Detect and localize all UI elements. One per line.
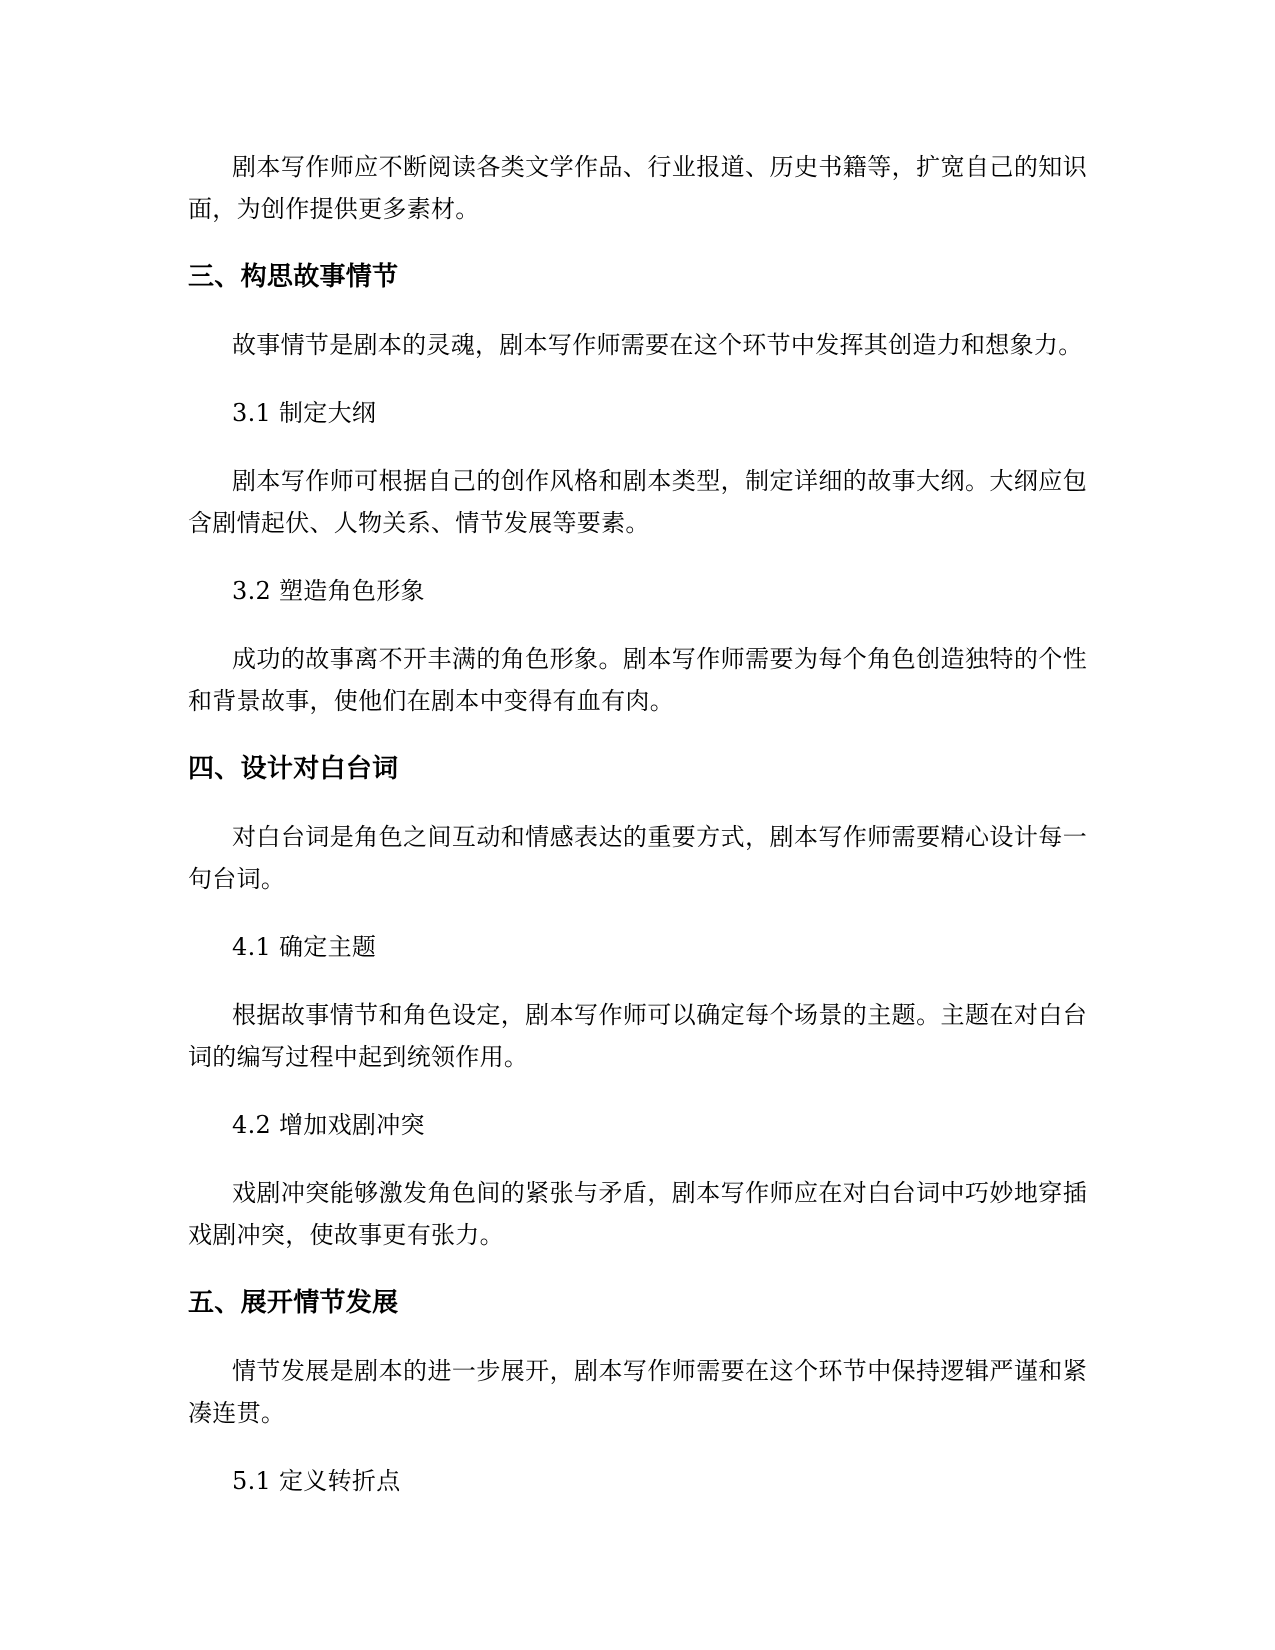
document-page (188, 146, 1087, 1528)
subheading-3-1: 3.1 制定大纲 (232, 399, 377, 427)
section-heading-3: 三、构思故事情节 (188, 262, 399, 292)
paragraph-dialogue-intro: 对白台词是角色之间互动和情感表达的重要方式，剧本写作师需要精心设计每一句台词。 (188, 823, 1087, 893)
paragraph-theme: 根据故事情节和角色设定，剧本写作师可以确定每个场景的主题。主题在对白台词的编写过程中起到统领作用。 (188, 1001, 1087, 1071)
paragraph-plot-intro: 故事情节是剧本的灵魂，剧本写作师需要在这个环节中发挥其创造力和想象力。 (232, 331, 1083, 359)
subheading-3-2: 3.2 塑造角色形象 (232, 577, 425, 605)
paragraph-development-intro: 情节发展是剧本的进一步展开，剧本写作师需要在这个环节中保持逻辑严谨和紧凑连贯。 (188, 1357, 1087, 1427)
subheading-4-2: 4.2 增加戏剧冲突 (232, 1111, 425, 1139)
subheading-4-1: 4.1 确定主题 (232, 933, 377, 961)
paragraph-reading: 剧本写作师应不断阅读各类文学作品、行业报道、历史书籍等，扩宽自己的知识面，为创作提供更多素材。 (188, 153, 1087, 223)
section-heading-5: 五、展开情节发展 (188, 1288, 399, 1318)
paragraph-conflict: 戏剧冲突能够激发角色间的紧张与矛盾，剧本写作师应在对白台词中巧妙地穿插戏剧冲突，使故事更有张力。 (188, 1179, 1087, 1249)
paragraph-characters: 成功的故事离不开丰满的角色形象。剧本写作师需要为每个角色创造独特的个性和背景故事，使他们在剧本中变得有血有肉。 (188, 645, 1087, 715)
subheading-5-1: 5.1 定义转折点 (232, 1467, 401, 1495)
section-heading-4: 四、设计对白台词 (188, 754, 399, 784)
paragraph-outline: 剧本写作师可根据自己的创作风格和剧本类型，制定详细的故事大纲。大纲应包含剧情起伏、人物关系、情节发展等要素。 (188, 467, 1087, 537)
